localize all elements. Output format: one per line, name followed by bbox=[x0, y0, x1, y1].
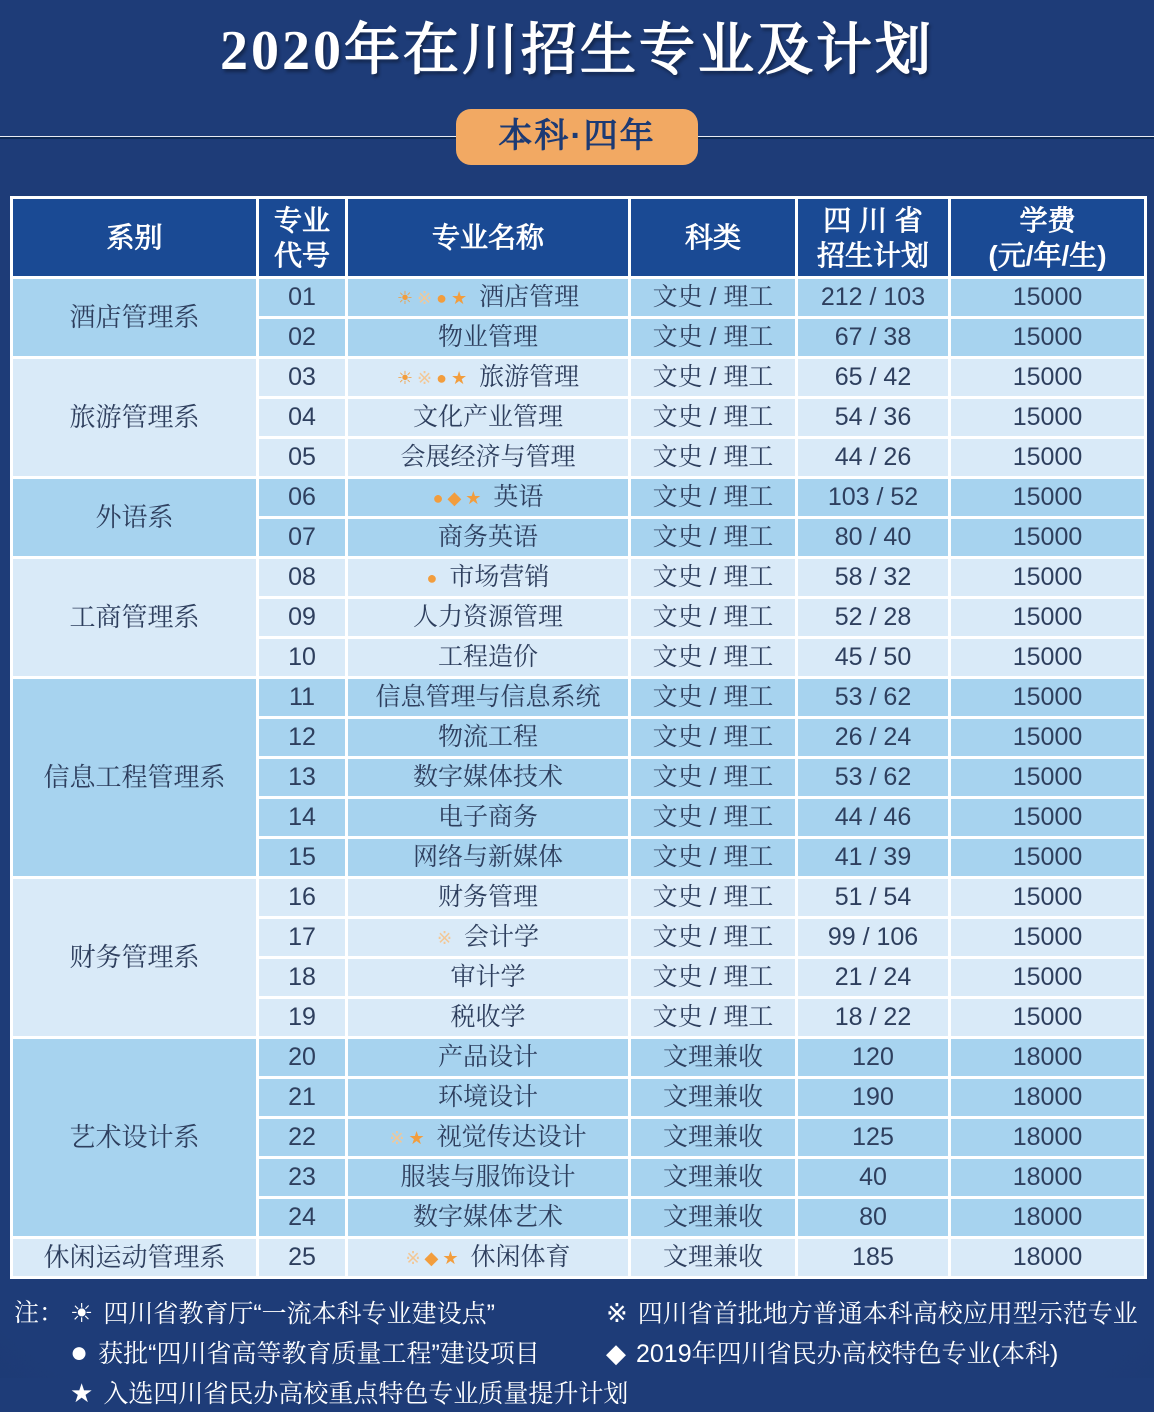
major-code-cell: 15 bbox=[258, 838, 347, 878]
major-code-cell: 05 bbox=[258, 438, 347, 478]
circle-icon: ● bbox=[436, 287, 447, 308]
sun-icon: ☀ bbox=[396, 287, 413, 308]
reference-mark-icon: ※ bbox=[417, 287, 433, 308]
reference-mark-icon: ※ bbox=[436, 927, 453, 948]
major-name-cell bbox=[347, 958, 630, 998]
category-cell: 文史 / 理工 bbox=[630, 838, 797, 878]
major-name: 服装与服饰设计 bbox=[400, 1162, 576, 1191]
major-name-cell bbox=[347, 518, 630, 558]
enrollment-plan-cell: 125 bbox=[797, 1118, 950, 1158]
enrollment-plan-cell: 190 bbox=[797, 1078, 950, 1118]
major-name: 休闲体育 bbox=[470, 1242, 571, 1271]
enrollment-plan-cell: 41 / 39 bbox=[797, 838, 950, 878]
reference-mark-icon: ※ bbox=[606, 1298, 628, 1328]
major-name-cell bbox=[347, 478, 630, 518]
legend-text: 四川省首批地方普通本科高校应用型示范专业 bbox=[637, 1300, 1138, 1328]
category-cell: 文史 / 理工 bbox=[630, 278, 797, 318]
plan-table-body bbox=[12, 278, 1146, 1278]
major-code-cell: 20 bbox=[258, 1038, 347, 1078]
tuition-cell: 18000 bbox=[950, 1238, 1146, 1278]
major-name-cell bbox=[347, 1158, 630, 1198]
tuition-cell: 18000 bbox=[950, 1118, 1146, 1158]
table-header-row bbox=[12, 198, 1146, 278]
table-row bbox=[12, 558, 1146, 598]
major-name-cell bbox=[347, 758, 630, 798]
enrollment-plan-cell: 44 / 46 bbox=[797, 798, 950, 838]
enrollment-plan-cell: 185 bbox=[797, 1238, 950, 1278]
tuition-cell: 15000 bbox=[950, 558, 1146, 598]
category-cell: 文史 / 理工 bbox=[630, 358, 797, 398]
major-code-cell: 01 bbox=[258, 278, 347, 318]
major-name: 人力资源管理 bbox=[412, 602, 563, 631]
category-cell: 文史 / 理工 bbox=[630, 598, 797, 638]
category-cell: 文史 / 理工 bbox=[630, 438, 797, 478]
category-cell: 文史 / 理工 bbox=[630, 958, 797, 998]
legend-text: 获批“四川省高等教育质量工程”建设项目 bbox=[98, 1340, 540, 1368]
category-cell: 文理兼收 bbox=[630, 1078, 797, 1118]
enrollment-plan-cell: 44 / 26 bbox=[797, 438, 950, 478]
major-name: 旅游管理 bbox=[479, 362, 580, 391]
reference-mark-icon: ※ bbox=[417, 367, 433, 388]
major-badges bbox=[437, 924, 456, 952]
enrollment-plan-cell: 80 / 40 bbox=[797, 518, 950, 558]
major-name: 信息管理与信息系统 bbox=[375, 682, 601, 711]
major-badges bbox=[427, 564, 442, 592]
enrollment-plan-cell: 40 bbox=[797, 1158, 950, 1198]
major-name-cell bbox=[347, 1038, 630, 1078]
divider-line-left bbox=[0, 136, 456, 139]
sun-icon: ☀ bbox=[396, 367, 413, 388]
star-icon: ★ bbox=[450, 287, 468, 308]
major-code-cell: 09 bbox=[258, 598, 347, 638]
major-name-cell bbox=[347, 558, 630, 598]
diamond-icon: ◆ bbox=[447, 487, 462, 508]
course-level-badge: 本科·四年 bbox=[456, 109, 697, 164]
header-major-name: 专业名称 bbox=[347, 198, 630, 278]
tuition-cell: 15000 bbox=[950, 518, 1146, 558]
header-enrollment-plan: 四 川 省 招生计划 bbox=[797, 198, 950, 278]
legend-item bbox=[606, 1335, 1058, 1372]
major-name-cell bbox=[347, 438, 630, 478]
major-name-cell bbox=[347, 638, 630, 678]
major-code-cell: 03 bbox=[258, 358, 347, 398]
major-name: 审计学 bbox=[450, 962, 526, 991]
major-code-cell: 04 bbox=[258, 398, 347, 438]
sun-icon: ☀ bbox=[70, 1298, 94, 1328]
major-code-cell: 24 bbox=[258, 1198, 347, 1238]
major-code-cell: 12 bbox=[258, 718, 347, 758]
legend-text: 2019年四川省民办高校特色专业(本科) bbox=[636, 1340, 1059, 1368]
tuition-cell: 15000 bbox=[950, 438, 1146, 478]
major-badges bbox=[397, 364, 471, 392]
table-row bbox=[12, 878, 1146, 918]
tuition-cell: 15000 bbox=[950, 718, 1146, 758]
legend-item bbox=[70, 1335, 606, 1372]
category-cell: 文理兼收 bbox=[630, 1038, 797, 1078]
enrollment-plan-cell: 52 / 28 bbox=[797, 598, 950, 638]
enrollment-plan-cell: 45 / 50 bbox=[797, 638, 950, 678]
major-code-cell: 10 bbox=[258, 638, 347, 678]
legend-item bbox=[70, 1295, 606, 1332]
legend-notes bbox=[14, 1295, 1140, 1412]
tuition-cell: 18000 bbox=[950, 1038, 1146, 1078]
star-icon: ★ bbox=[442, 1247, 459, 1268]
major-code-cell: 13 bbox=[258, 758, 347, 798]
major-name: 视觉传达设计 bbox=[436, 1122, 587, 1151]
major-code-cell: 18 bbox=[258, 958, 347, 998]
tuition-cell: 15000 bbox=[950, 798, 1146, 838]
star-icon: ★ bbox=[465, 487, 482, 508]
major-badges bbox=[389, 1124, 428, 1152]
category-cell: 文史 / 理工 bbox=[630, 518, 797, 558]
enrollment-plan-cell: 54 / 36 bbox=[797, 398, 950, 438]
tuition-cell: 15000 bbox=[950, 758, 1146, 798]
enrollment-plan-cell: 51 / 54 bbox=[797, 878, 950, 918]
badge-row bbox=[0, 108, 1154, 166]
table-row bbox=[12, 1038, 1146, 1078]
table-row bbox=[12, 278, 1146, 318]
legend-text: 入选四川省民办高校重点特色专业质量提升计划 bbox=[103, 1380, 629, 1408]
enrollment-plan-cell: 212 / 103 bbox=[797, 278, 950, 318]
major-name-cell bbox=[347, 998, 630, 1038]
enrollment-plan-cell: 21 / 24 bbox=[797, 958, 950, 998]
enrollment-plan-cell: 65 / 42 bbox=[797, 358, 950, 398]
major-name-cell bbox=[347, 318, 630, 358]
major-name-cell bbox=[347, 718, 630, 758]
circle-icon: ● bbox=[436, 367, 447, 388]
tuition-cell: 18000 bbox=[950, 1158, 1146, 1198]
star-icon: ★ bbox=[408, 1127, 425, 1148]
major-name: 税收学 bbox=[450, 1002, 526, 1031]
star-icon: ★ bbox=[70, 1378, 94, 1408]
tuition-cell: 15000 bbox=[950, 478, 1146, 518]
major-code-cell: 23 bbox=[258, 1158, 347, 1198]
table-row bbox=[12, 1238, 1146, 1278]
major-name-cell bbox=[347, 1078, 630, 1118]
major-name: 数字媒体技术 bbox=[412, 762, 563, 791]
header-department: 系别 bbox=[12, 198, 258, 278]
tuition-cell: 15000 bbox=[950, 318, 1146, 358]
tuition-cell: 18000 bbox=[950, 1078, 1146, 1118]
major-name: 网络与新媒体 bbox=[412, 842, 563, 871]
department-cell: 艺术设计系 bbox=[12, 1038, 258, 1238]
major-badges bbox=[397, 284, 471, 312]
major-name-cell bbox=[347, 358, 630, 398]
major-name: 电子商务 bbox=[437, 802, 538, 831]
category-cell: 文史 / 理工 bbox=[630, 318, 797, 358]
major-name-cell bbox=[347, 1238, 630, 1278]
major-name-cell bbox=[347, 278, 630, 318]
major-name: 工程造价 bbox=[437, 642, 538, 671]
major-name-cell bbox=[347, 798, 630, 838]
department-cell: 旅游管理系 bbox=[12, 358, 258, 478]
enrollment-table-wrap bbox=[10, 196, 1144, 1279]
header-category: 科类 bbox=[630, 198, 797, 278]
major-name: 物流工程 bbox=[437, 722, 538, 751]
department-cell: 酒店管理系 bbox=[12, 278, 258, 358]
category-cell: 文史 / 理工 bbox=[630, 398, 797, 438]
tuition-cell: 15000 bbox=[950, 998, 1146, 1038]
note-line bbox=[14, 1335, 1140, 1372]
category-cell: 文理兼收 bbox=[630, 1158, 797, 1198]
major-code-cell: 08 bbox=[258, 558, 347, 598]
header-major-code: 专业 代号 bbox=[258, 198, 347, 278]
enrollment-plan-cell: 67 / 38 bbox=[797, 318, 950, 358]
department-cell: 外语系 bbox=[12, 478, 258, 558]
category-cell: 文理兼收 bbox=[630, 1118, 797, 1158]
major-code-cell: 02 bbox=[258, 318, 347, 358]
category-cell: 文史 / 理工 bbox=[630, 678, 797, 718]
major-name: 产品设计 bbox=[437, 1042, 538, 1071]
major-name: 酒店管理 bbox=[479, 282, 580, 311]
enrollment-plan-cell: 80 bbox=[797, 1198, 950, 1238]
tuition-cell: 15000 bbox=[950, 878, 1146, 918]
major-name-cell bbox=[347, 678, 630, 718]
category-cell: 文史 / 理工 bbox=[630, 558, 797, 598]
note-line bbox=[14, 1375, 1140, 1412]
major-badges bbox=[433, 484, 486, 512]
legend-item bbox=[70, 1375, 628, 1412]
legend-item bbox=[606, 1295, 1138, 1332]
table-row bbox=[12, 678, 1146, 718]
major-code-cell: 17 bbox=[258, 918, 347, 958]
reference-mark-icon: ※ bbox=[389, 1127, 405, 1148]
major-name-cell bbox=[347, 598, 630, 638]
major-name: 会计学 bbox=[464, 922, 540, 951]
header-tuition: 学费 (元/年/生) bbox=[950, 198, 1146, 278]
major-name-cell bbox=[347, 878, 630, 918]
category-cell: 文史 / 理工 bbox=[630, 798, 797, 838]
category-cell: 文史 / 理工 bbox=[630, 758, 797, 798]
major-code-cell: 16 bbox=[258, 878, 347, 918]
major-badges bbox=[405, 1244, 462, 1272]
enrollment-table bbox=[10, 196, 1147, 1279]
major-code-cell: 14 bbox=[258, 798, 347, 838]
enrollment-plan-cell: 120 bbox=[797, 1038, 950, 1078]
major-code-cell: 22 bbox=[258, 1118, 347, 1158]
category-cell: 文理兼收 bbox=[630, 1198, 797, 1238]
reference-mark-icon: ※ bbox=[405, 1247, 421, 1268]
circle-icon: ● bbox=[432, 487, 444, 508]
category-cell: 文理兼收 bbox=[630, 1238, 797, 1278]
tuition-cell: 15000 bbox=[950, 398, 1146, 438]
notes-label: 注： bbox=[14, 1299, 65, 1327]
major-code-cell: 25 bbox=[258, 1238, 347, 1278]
category-cell: 文史 / 理工 bbox=[630, 478, 797, 518]
category-cell: 文史 / 理工 bbox=[630, 638, 797, 678]
category-cell: 文史 / 理工 bbox=[630, 718, 797, 758]
major-name-cell bbox=[347, 1118, 630, 1158]
star-icon: ★ bbox=[450, 367, 468, 388]
enrollment-plan-cell: 53 / 62 bbox=[797, 678, 950, 718]
category-cell: 文史 / 理工 bbox=[630, 878, 797, 918]
diamond-icon: ◆ bbox=[606, 1338, 626, 1368]
major-code-cell: 21 bbox=[258, 1078, 347, 1118]
legend-text: 四川省教育厅“一流本科专业建设点” bbox=[103, 1300, 495, 1328]
divider-line-right bbox=[698, 136, 1154, 139]
tuition-cell: 15000 bbox=[950, 638, 1146, 678]
department-cell: 信息工程管理系 bbox=[12, 678, 258, 878]
major-code-cell: 06 bbox=[258, 478, 347, 518]
major-name: 财务管理 bbox=[437, 882, 538, 911]
department-cell: 工商管理系 bbox=[12, 558, 258, 678]
tuition-cell: 15000 bbox=[950, 918, 1146, 958]
tuition-cell: 15000 bbox=[950, 678, 1146, 718]
enrollment-plan-cell: 26 / 24 bbox=[797, 718, 950, 758]
major-name-cell bbox=[347, 838, 630, 878]
major-name: 环境设计 bbox=[437, 1082, 538, 1111]
tuition-cell: 15000 bbox=[950, 598, 1146, 638]
tuition-cell: 18000 bbox=[950, 1198, 1146, 1238]
major-name-cell bbox=[347, 1198, 630, 1238]
note-line bbox=[14, 1295, 1140, 1332]
major-name: 物业管理 bbox=[437, 322, 538, 351]
page-title: 2020年在川招生专业及计划 bbox=[220, 20, 934, 82]
tuition-cell: 15000 bbox=[950, 958, 1146, 998]
enrollment-plan-cell: 18 / 22 bbox=[797, 998, 950, 1038]
circle-icon: ● bbox=[70, 1336, 89, 1369]
major-name-cell bbox=[347, 918, 630, 958]
department-cell: 财务管理系 bbox=[12, 878, 258, 1038]
major-code-cell: 11 bbox=[258, 678, 347, 718]
enrollment-plan-cell: 103 / 52 bbox=[797, 478, 950, 518]
diamond-icon: ◆ bbox=[424, 1247, 439, 1268]
major-name: 市场营销 bbox=[449, 562, 550, 591]
circle-icon: ● bbox=[426, 567, 438, 588]
major-name: 英语 bbox=[493, 482, 544, 511]
tuition-cell: 15000 bbox=[950, 278, 1146, 318]
major-name: 会展经济与管理 bbox=[400, 442, 576, 471]
tuition-cell: 15000 bbox=[950, 838, 1146, 878]
category-cell: 文史 / 理工 bbox=[630, 998, 797, 1038]
table-row bbox=[12, 478, 1146, 518]
major-name: 数字媒体艺术 bbox=[412, 1202, 563, 1231]
enrollment-plan-cell: 58 / 32 bbox=[797, 558, 950, 598]
major-name: 文化产业管理 bbox=[412, 402, 563, 431]
tuition-cell: 15000 bbox=[950, 358, 1146, 398]
major-code-cell: 07 bbox=[258, 518, 347, 558]
major-name-cell bbox=[347, 398, 630, 438]
enrollment-plan-cell: 99 / 106 bbox=[797, 918, 950, 958]
table-row bbox=[12, 358, 1146, 398]
department-cell: 休闲运动管理系 bbox=[12, 1238, 258, 1278]
enrollment-plan-cell: 53 / 62 bbox=[797, 758, 950, 798]
major-name: 商务英语 bbox=[437, 522, 538, 551]
major-code-cell: 19 bbox=[258, 998, 347, 1038]
category-cell: 文史 / 理工 bbox=[630, 918, 797, 958]
